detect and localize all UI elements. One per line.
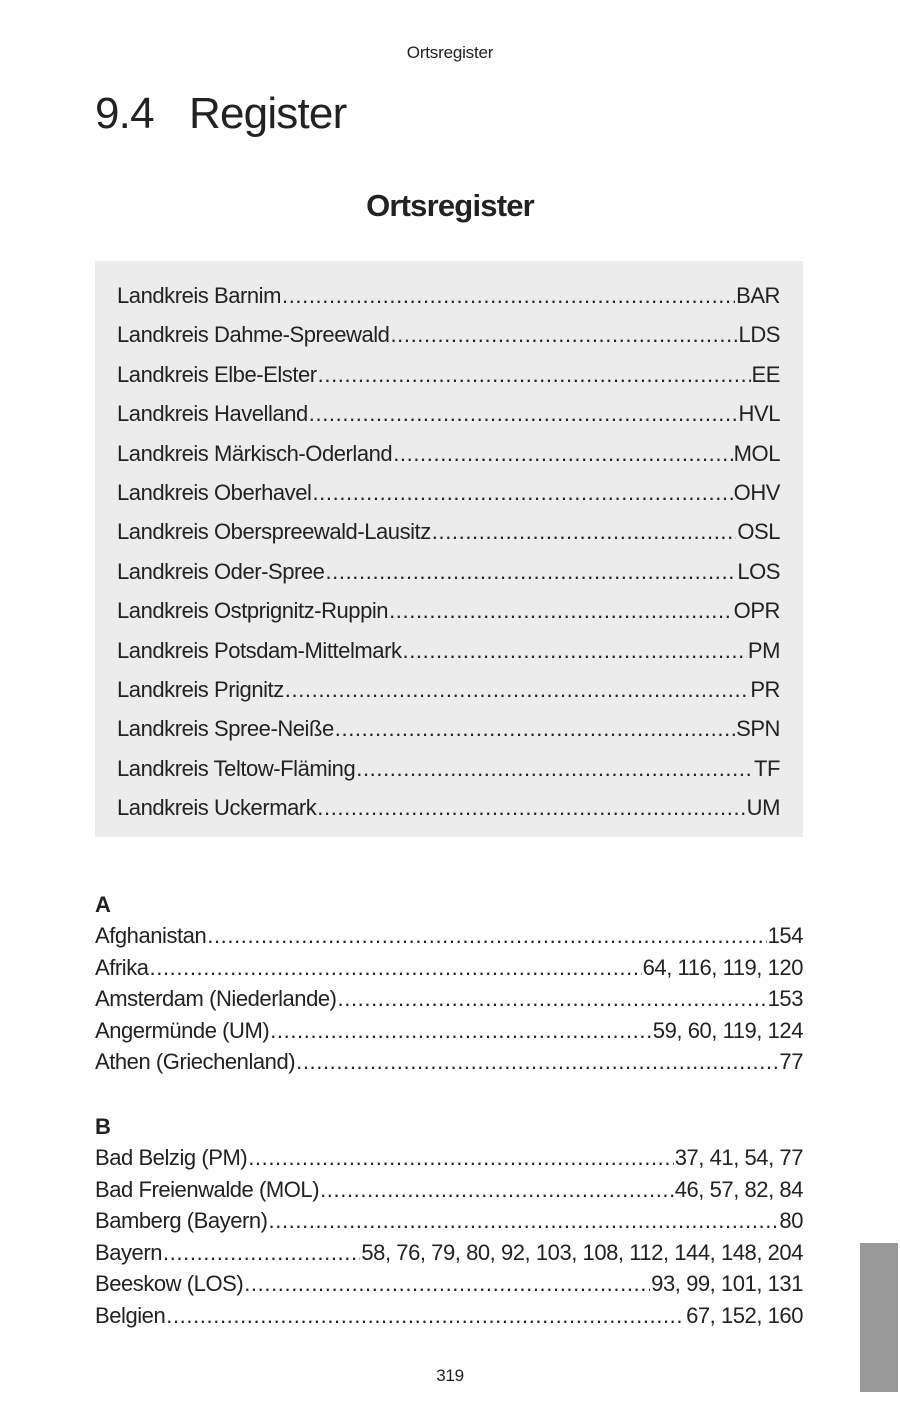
index-place: Afrika (95, 954, 149, 980)
index-pages: 59, 60, 119, 124 (652, 1017, 803, 1043)
dot-leader (335, 709, 735, 748)
running-head: Ortsregister (406, 43, 494, 62)
district-code: EE (751, 361, 780, 387)
dot-leader (150, 952, 642, 984)
district-code: BAR (736, 283, 780, 308)
district-name: Landkreis Uckermark (117, 795, 317, 821)
index-place: Afghanistan (95, 923, 207, 948)
index-pages: 64, 116, 119, 120 (642, 954, 803, 980)
index-letter-heading: A (95, 892, 111, 917)
index-place: Bad Freienwalde (MOL) (95, 1176, 320, 1202)
dot-leader (248, 1142, 674, 1174)
dot-leader (389, 591, 733, 630)
district-entry (117, 709, 780, 748)
index-entry (95, 920, 803, 952)
dot-leader (309, 394, 738, 433)
index-letter-heading: B (95, 1114, 111, 1139)
index-pages: 37, 41, 54, 77 (674, 1145, 803, 1170)
index-pages: 154 (767, 923, 803, 948)
district-code: LOS (737, 558, 780, 584)
index-pages: 77 (779, 1049, 803, 1075)
index-place: Athen (Griechenland) (95, 1049, 296, 1075)
chapter-number: 9.4 (95, 89, 154, 138)
district-entry (117, 670, 780, 709)
district-code: PM (747, 637, 780, 663)
dot-leader (166, 1300, 685, 1332)
dot-leader (356, 749, 753, 788)
index-entry (95, 1046, 803, 1078)
district-code: OSL (737, 519, 780, 545)
district-name: Landkreis Spree-Neiße (117, 716, 334, 742)
index-place: Bamberg (Bayern) (95, 1208, 268, 1234)
index-entry (95, 1268, 803, 1300)
index-group-b (95, 1112, 803, 1332)
district-name: Landkreis Dahme-Spreewald (117, 322, 390, 348)
district-code: TF (754, 755, 780, 781)
index-pages: 46, 57, 82, 84 (674, 1176, 803, 1202)
district-entry (117, 315, 780, 354)
district-entry (117, 788, 780, 827)
district-name: Landkreis Oberhavel (117, 479, 312, 505)
district-name: Landkreis Oder-Spree (117, 558, 325, 584)
dot-leader (325, 552, 736, 591)
district-entry (117, 355, 780, 394)
chapter-title (95, 88, 346, 140)
index-place: Amsterdam (Niederlande) (95, 986, 337, 1012)
district-name: Landkreis Oberspreewald-Lausitz (117, 519, 431, 545)
dot-leader (269, 1205, 779, 1237)
district-name: Landkreis Märkisch-Oderland (117, 440, 393, 466)
district-code: HVL (738, 401, 780, 427)
district-abbreviation-box (95, 261, 803, 837)
dot-leader (432, 512, 737, 551)
chapter-title-text: Register (189, 89, 347, 138)
district-entry (117, 276, 780, 315)
index-pages: 58, 76, 79, 80, 92, 103, 108, 112, 144, 148, 204 (361, 1239, 803, 1265)
dot-leader (317, 788, 745, 827)
dot-leader (320, 1174, 674, 1206)
page-number: 319 (436, 1366, 464, 1385)
district-code: SPN (736, 716, 780, 742)
district-code: OHV (733, 479, 780, 505)
district-name: Landkreis Havelland (117, 401, 308, 427)
index-pages: 153 (767, 986, 803, 1012)
district-name: Landkreis Prignitz (117, 676, 284, 702)
index-entry (95, 1142, 803, 1174)
index-place: Beeskow (LOS) (95, 1271, 244, 1297)
district-code: OPR (733, 598, 780, 624)
district-name: Landkreis Potsdam-Mittelmark (117, 637, 402, 663)
dot-leader (390, 315, 737, 354)
index-place: Angermünde (UM) (95, 1017, 270, 1043)
dot-leader (338, 983, 767, 1015)
index-entry (95, 983, 803, 1015)
index-entry (95, 1237, 803, 1269)
index-entry (95, 1300, 803, 1332)
index-entry (95, 952, 803, 984)
district-code: LDS (738, 322, 780, 348)
index-place: Bayern (95, 1239, 163, 1265)
district-code: PR (750, 676, 780, 702)
index-pages: 93, 99, 101, 131 (651, 1271, 803, 1297)
section-title: Ortsregister (366, 188, 534, 223)
district-name: Landkreis Barnim (117, 283, 281, 308)
district-entry (117, 591, 780, 630)
dot-leader (285, 670, 750, 709)
district-code: UM (746, 795, 780, 821)
district-name: Landkreis Teltow-Fläming (117, 755, 356, 781)
dot-leader (393, 434, 732, 473)
dot-leader (270, 1015, 652, 1047)
dot-leader (312, 473, 732, 512)
district-entry (117, 552, 780, 591)
index-place: Bad Belzig (PM) (95, 1145, 248, 1170)
index-pages: 80 (779, 1208, 803, 1234)
index-entry (95, 1174, 803, 1206)
district-entry (117, 394, 780, 433)
dot-leader (282, 276, 735, 315)
district-name: Landkreis Elbe-Elster (117, 361, 317, 387)
dot-leader (207, 920, 766, 952)
district-entry (117, 749, 780, 788)
district-code: MOL (733, 440, 780, 466)
index-entry (95, 1015, 803, 1047)
district-name: Landkreis Ostprignitz-Ruppin (117, 598, 389, 624)
dot-leader (296, 1046, 778, 1078)
index-pages: 67, 152, 160 (686, 1302, 803, 1328)
dot-leader (318, 355, 751, 394)
index-group-a (95, 890, 803, 1078)
dot-leader (244, 1268, 650, 1300)
dot-leader (403, 631, 747, 670)
district-entry (117, 631, 780, 670)
index-place: Belgien (95, 1302, 166, 1328)
district-entry (117, 512, 780, 551)
dot-leader (163, 1237, 360, 1269)
thumb-index-tab (860, 1243, 898, 1392)
district-entry (117, 473, 780, 512)
district-entry (117, 434, 780, 473)
index-entry (95, 1205, 803, 1237)
